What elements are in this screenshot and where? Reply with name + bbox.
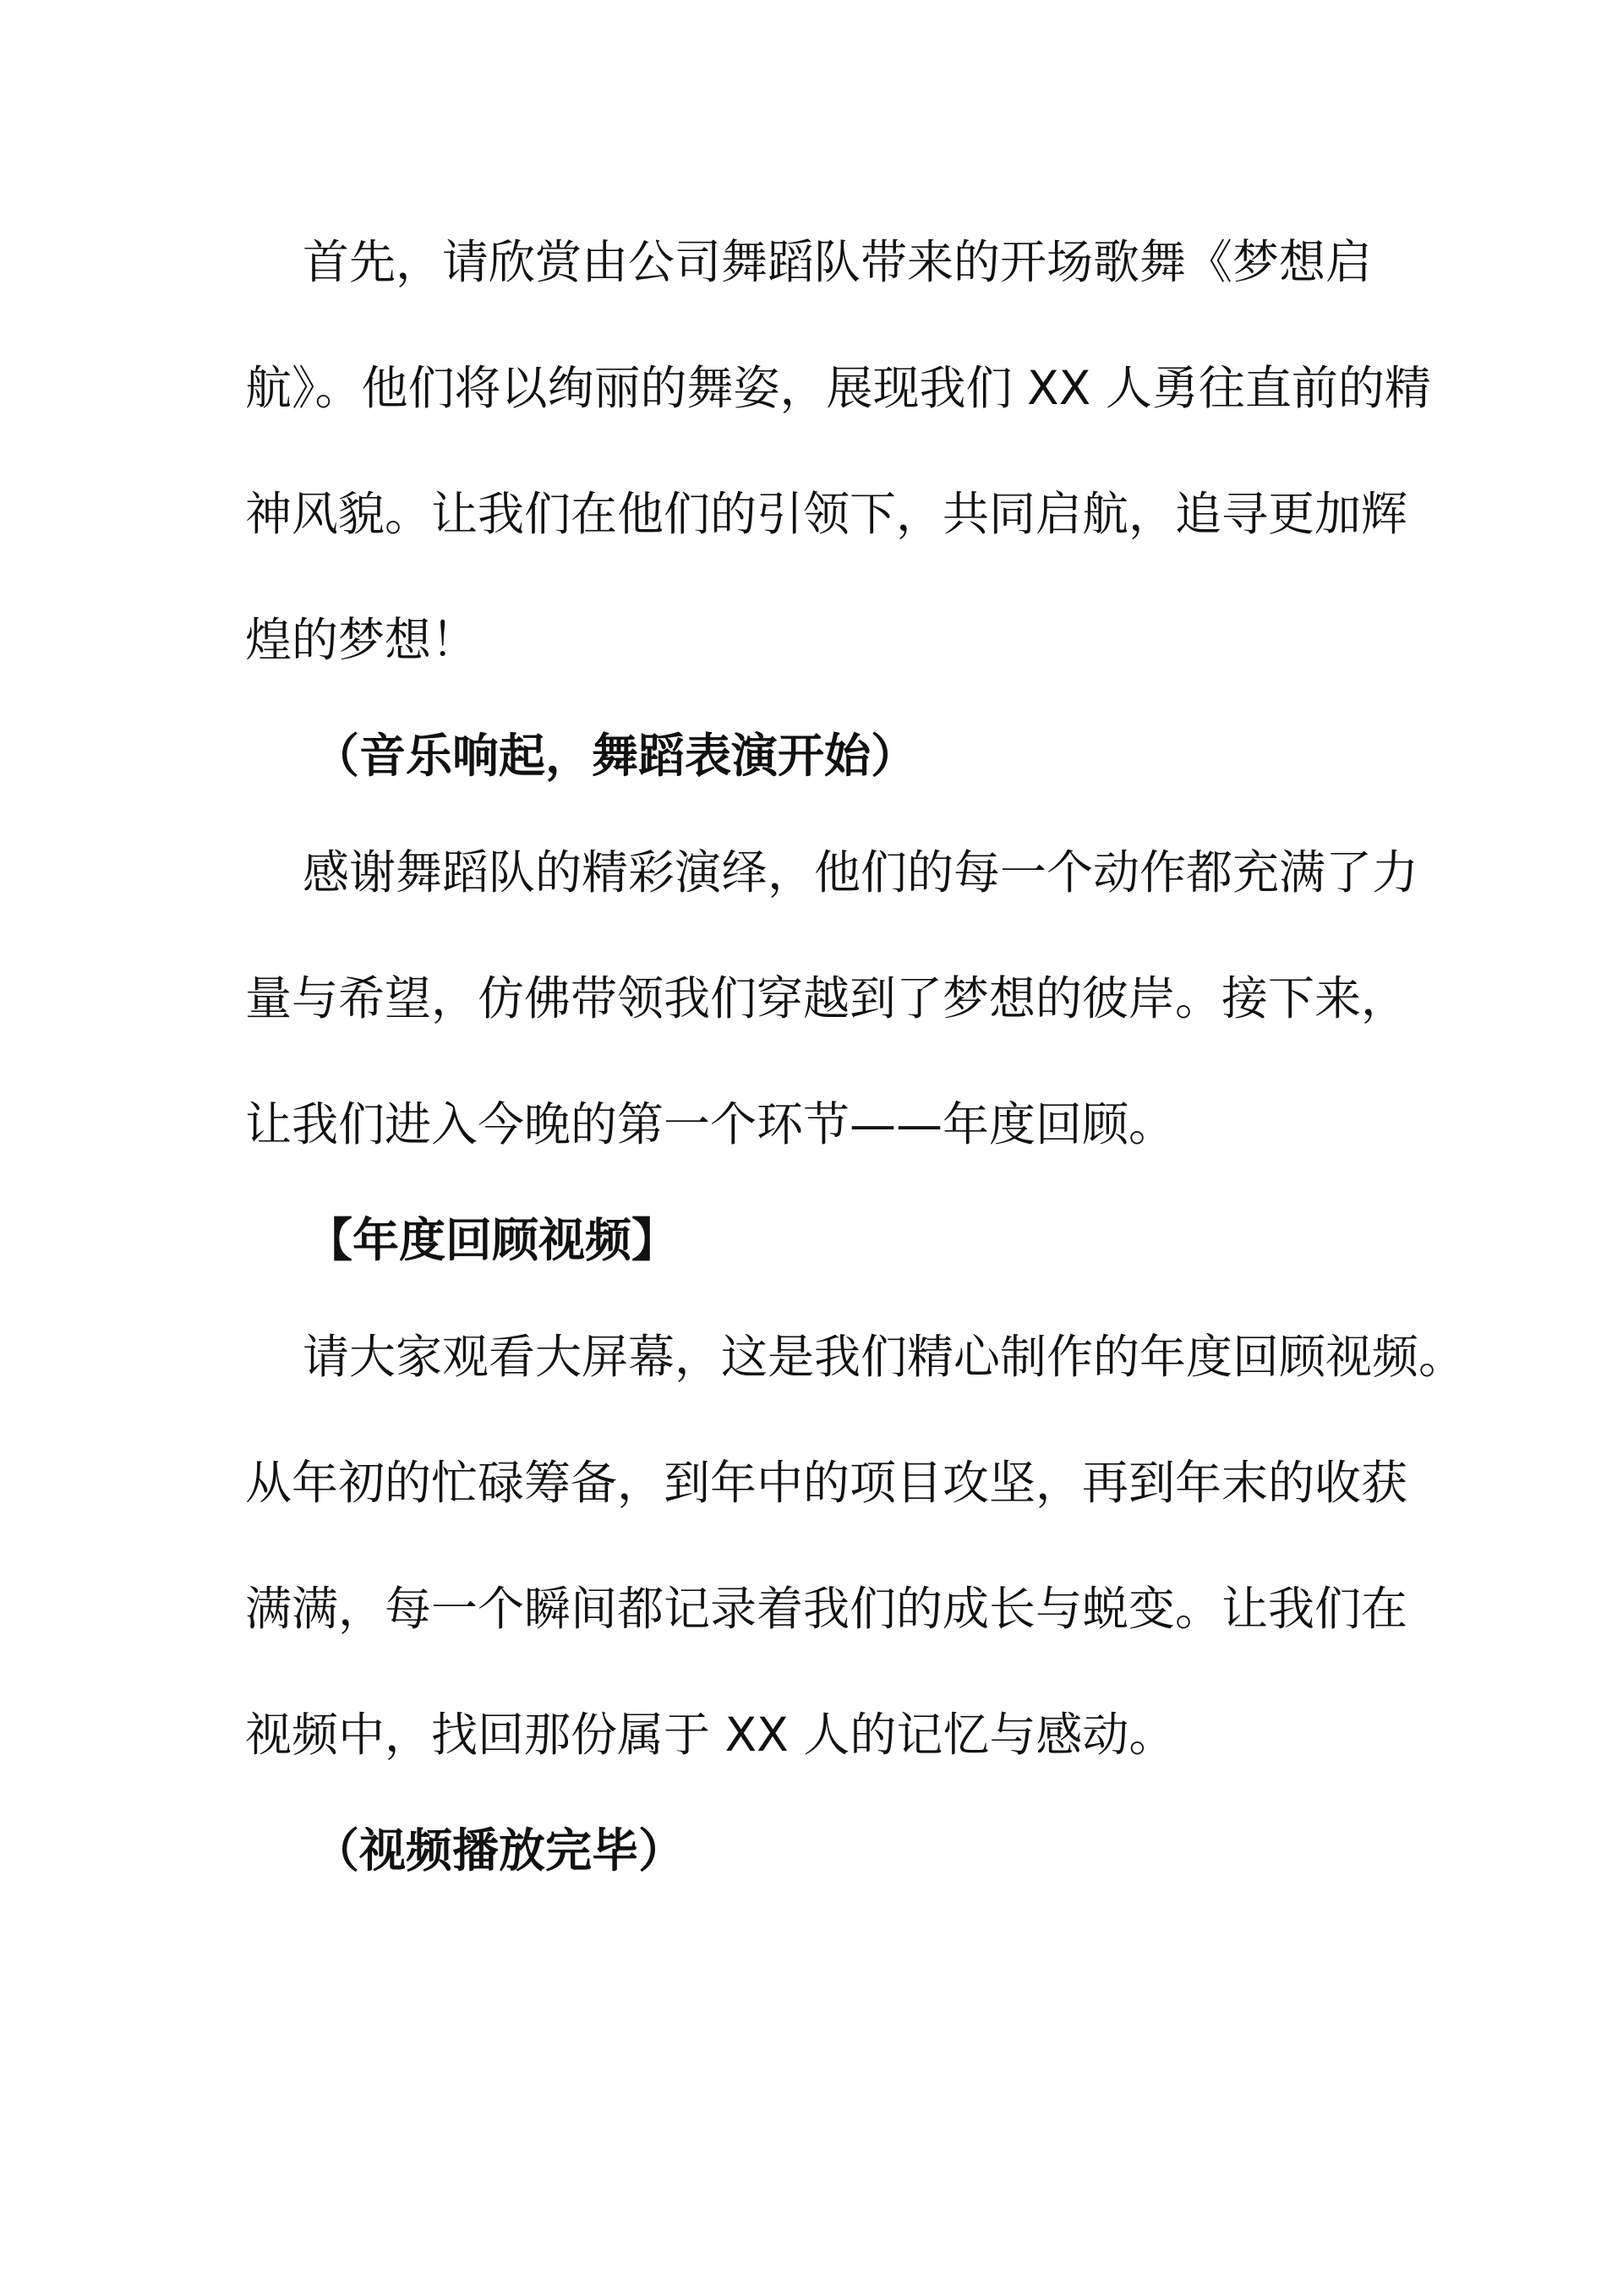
paragraph-line: 从年初的忙碌筹备，到年中的项目攻坚，再到年末的收获 [245,1456,1408,1510]
stage-direction: （视频播放完毕） [313,1823,686,1878]
paragraph-line: 请大家观看大屏幕，这是我们精心制作的年度回顾视频。 [303,1330,1466,1384]
paragraph-line: 让我们进入今晚的第一个环节——年度回顾。 [245,1097,1176,1151]
paragraph-line: 神风貌。让我们在他们的引领下，共同启航，追寻更加辉 [245,487,1408,541]
paragraph-line: 航》。他们将以绚丽的舞姿，展现我们 XX 人勇往直前的精 [245,361,1431,415]
paragraph-line: 量与希望，仿佛带领我们穿越到了梦想的彼岸。接下来， [245,971,1408,1025]
paragraph-line: 感谢舞蹈队的精彩演绎，他们的每一个动作都充满了力 [303,845,1419,899]
section-heading: 【年度回顾视频】 [306,1213,679,1267]
paragraph-line: 视频中，找回那份属于 XX 人的记忆与感动。 [245,1708,1176,1762]
paragraph-line: 煌的梦想！ [245,613,478,667]
paragraph-line: 满满，每一个瞬间都记录着我们的成长与蜕变。让我们在 [245,1582,1408,1636]
stage-direction: （音乐响起，舞蹈表演开始） [313,729,918,783]
paragraph-line: 首先，请欣赏由公司舞蹈队带来的开场歌舞《梦想启 [303,235,1373,289]
